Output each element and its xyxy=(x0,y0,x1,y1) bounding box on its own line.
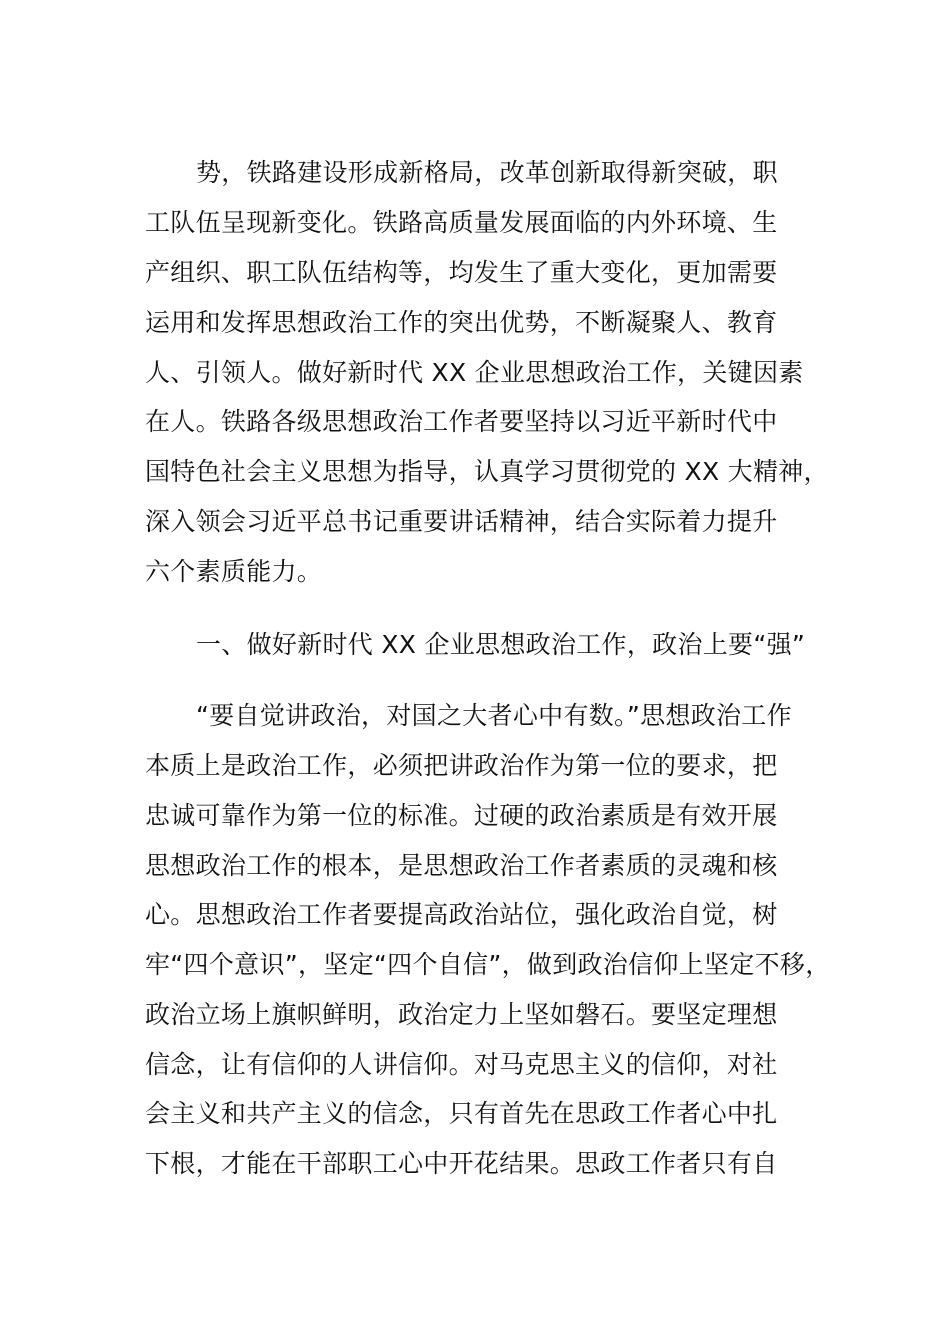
paragraph-1-line-4: 运用和发挥思想政治工作的突出优势，不断凝聚人、教育 xyxy=(145,308,778,337)
paragraph-2-line-7: 政治立场上旗帜鲜明，政治定力上坚如磐石。要坚定理想 xyxy=(145,1000,778,1029)
paragraph-2-line-1: “要自觉讲政治，对国之大者心中有数。”思想政治工作 xyxy=(196,701,792,730)
paragraph-1-line-6: 在人。铁路各级思想政治工作者要坚持以习近平新时代中 xyxy=(145,407,778,436)
paragraph-2-line-8: 信念，让有信仰的人讲信仰。对马克思主义的信仰，对社 xyxy=(145,1050,778,1079)
paragraph-1-line-1: 势，铁路建设形成新格局，改革创新取得新突破，职 xyxy=(196,158,778,187)
paragraph-2-line-2: 本质上是政治工作，必须把讲政治作为第一位的要求，把 xyxy=(145,751,778,780)
paragraph-2-line-6: 牢“四个意识”，坚定“四个自信”，做到政治信仰上坚定不移， xyxy=(145,950,831,979)
paragraph-2-line-4: 思想政治工作的根本，是思想政治工作者素质的灵魂和核 xyxy=(145,851,778,880)
section-heading: 一、做好新时代 XX 企业思想政治工作，政治上要“强” xyxy=(196,630,806,659)
paragraph-2-line-5: 心。思想政治工作者要提高政治站位，强化政治自觉，树 xyxy=(145,900,778,929)
paragraph-2-line-10: 下根，才能在干部职工心中开花结果。思政工作者只有自 xyxy=(145,1149,778,1178)
paragraph-1-line-2: 工队伍呈现新变化。铁路高质量发展面临的内外环境、生 xyxy=(145,208,778,237)
paragraph-2-line-3: 忠诚可靠作为第一位的标准。过硬的政治素质是有效开展 xyxy=(145,801,778,830)
paragraph-1-line-7: 国特色社会主义思想为指导，认真学习贯彻党的 XX 大精神， xyxy=(145,457,829,486)
paragraph-1-line-5: 人、引领人。做好新时代 XX 企业思想政治工作，关键因素 xyxy=(145,358,804,387)
paragraph-1-line-3: 产组织、职工队伍结构等，均发生了重大变化，更加需要 xyxy=(145,258,778,287)
paragraph-1-line-8: 深入领会习近平总书记重要讲话精神，结合实际着力提升 xyxy=(145,507,778,536)
paragraph-2-line-9: 会主义和共产主义的信念，只有首先在思政工作者心中扎 xyxy=(145,1099,778,1128)
paragraph-1-line-9: 六个素质能力。 xyxy=(145,557,323,586)
